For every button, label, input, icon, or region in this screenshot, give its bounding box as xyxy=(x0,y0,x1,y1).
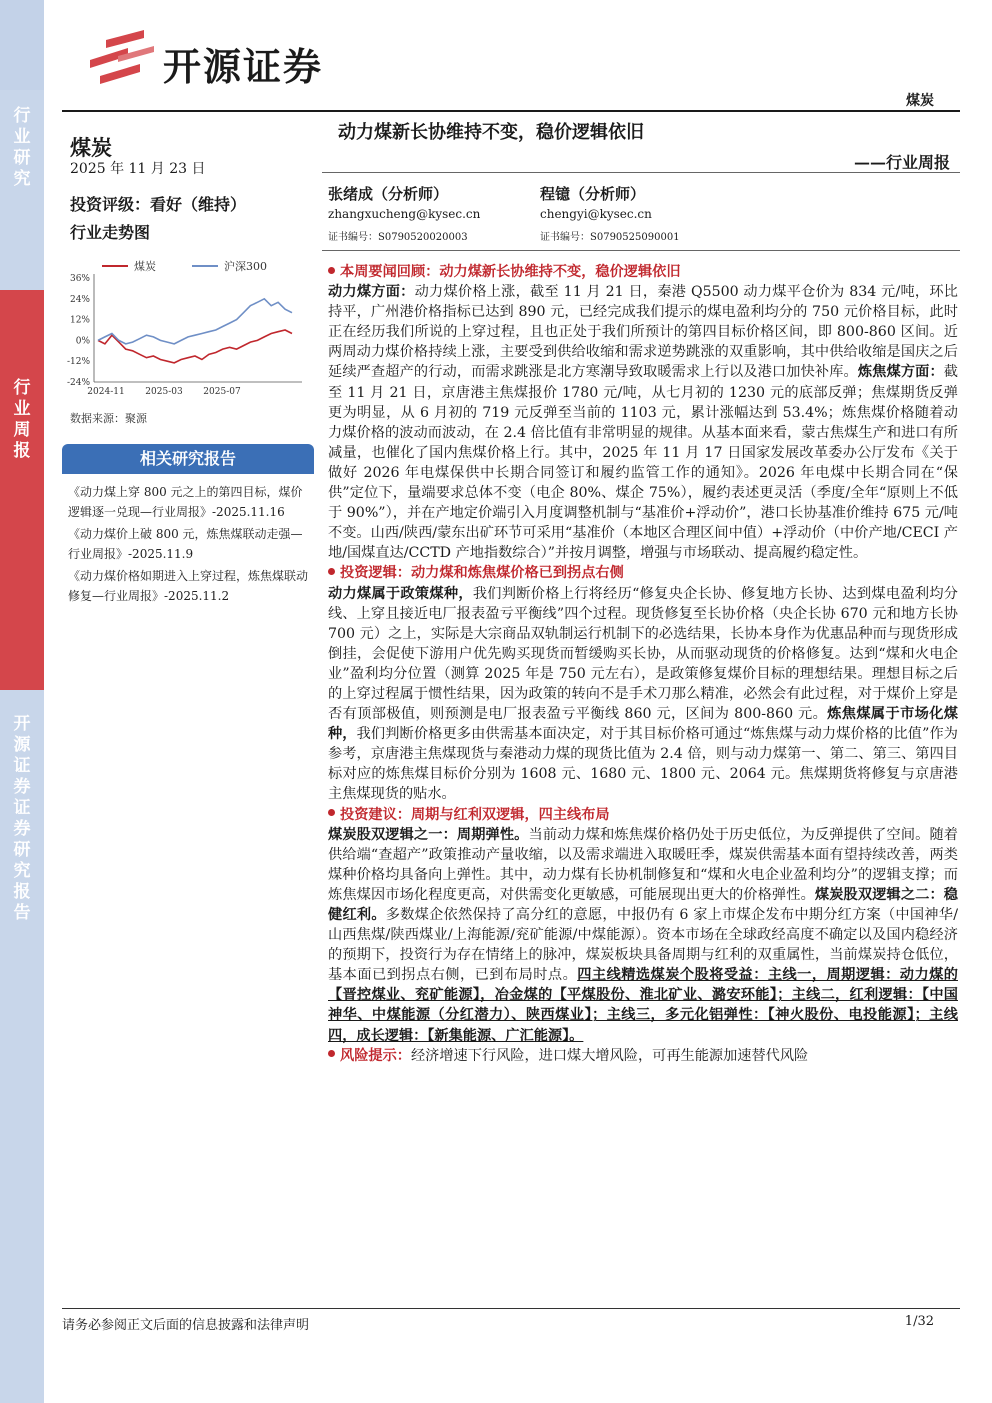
y-tick-label: -24% xyxy=(66,378,90,388)
related-report-item[interactable]: 《动力煤价格如期进入上穿过程，炼焦煤联动修复—行业周报》-2025.11.2 xyxy=(68,569,309,603)
strip-char: 开 xyxy=(13,714,31,734)
trend-chart xyxy=(62,252,312,404)
analyst-email[interactable]: chengyi@kysec.cn xyxy=(540,207,652,221)
strip-char: 究 xyxy=(13,861,31,881)
strip-char: 证 xyxy=(13,798,31,818)
strip-char: 证 xyxy=(13,756,31,776)
strip-char: 报 xyxy=(13,882,31,902)
paragraph-text: 我们判断价格更多由供需基本面决定，对于其目标价格可通过“炼焦煤与动力煤价格的比值”作为参考，京唐港主焦煤现货与秦港动力煤的现货比值为 2.4 倍，则与动力煤第一、第二、第三、第四目标对应的炼焦煤目标价分别为 1608 元、1680 元、1800 元、2064 元。焦煤期货将修复与京唐港主焦煤现货的贴水。 xyxy=(328,726,958,803)
y-tick-label: 24% xyxy=(69,294,90,305)
section-heading: 本周要闻回顾：动力煤新长协维持不变，稳价逻辑依旧 xyxy=(340,264,681,280)
paragraph-text: 动力煤价格上涨，截至 11 月 21 日，秦港 Q5500 动力煤平仓价为 834 元/吨，环比持平，广州港价格指标已达到 890 元，已经完成我们提示的煤电盈利均分的 750 元价格目标，此时正在经历我们所说的上穿过程，且也正处于我们所预计的第四目标价格区间，即 800-860 区间。近两周动力煤价格持续上涨，主要受到供给收缩和需求逆势跳涨的双重影响，其中供给收缩是国庆之后延续严查超产的行动，而需求跳涨是北方寒潮导致取暖需求上行以及港口加快补库。 xyxy=(328,284,958,381)
chart-source: 数据来源：聚源 xyxy=(70,412,147,425)
analyst-2 xyxy=(540,184,680,248)
strip-char: 行 xyxy=(13,106,31,126)
bullet-icon xyxy=(328,1050,335,1057)
report-subtitle: ——行业周报 xyxy=(853,153,950,172)
y-tick-label: -12% xyxy=(66,357,90,368)
section-heading: 投资逻辑：动力煤和炼焦煤价格已到拐点右侧 xyxy=(340,565,624,582)
related-report-item[interactable]: 《动力煤上穿 800 元之上的第四目标，煤价逻辑逐一兑现—行业周报》-2025.11.16 xyxy=(68,485,303,519)
trend-chart-title: 行业走势图 xyxy=(70,223,151,242)
lead-phrase: 炼焦煤属于市场化煤种， xyxy=(328,706,958,743)
lead-phrase: 动力煤属于政策煤种， xyxy=(328,585,473,602)
related-report-item[interactable]: 《动力煤价上破 800 元，炼焦煤联动走强—行业周报》-2025.11.9 xyxy=(68,527,303,561)
x-tick-label: 2024-11 xyxy=(87,387,125,397)
y-tick-label: 12% xyxy=(69,315,90,326)
analyst-email[interactable]: zhangxucheng@kysec.cn xyxy=(328,207,481,221)
strip-char: 券 xyxy=(13,819,31,839)
strip-char: 报 xyxy=(13,441,31,461)
section-1 xyxy=(328,262,958,563)
bullet-icon xyxy=(328,809,335,816)
strip-char: 源 xyxy=(13,735,31,755)
section-2 xyxy=(328,563,958,804)
strip-char: 业 xyxy=(13,399,31,419)
strip-char: 券 xyxy=(13,777,31,797)
section-heading: 风险提示： xyxy=(340,1047,411,1064)
section-heading: 投资建议：周期与红利双逻辑，四主线布局 xyxy=(340,806,610,823)
bullet-icon xyxy=(328,568,335,575)
bullet-icon xyxy=(328,267,335,274)
legend-label: 煤炭 xyxy=(134,260,156,273)
section-4 xyxy=(328,1046,958,1066)
paragraph-text: 我们判断价格上行将经历“修复央企长协、修复地方长协、达到煤电盈利均分线、上穿且接近电厂报表盈亏平衡线”四个过程。现货修复至长协价格（央企长协 670 元和地方长协 700 元）之上，实际是大宗商品双轨制运行机制下的必选结果，长协本身作为优惠品种而与现货形成倒挂，会促使下游用户优先购买现货而暂缓购买长协，从而驱动现货的价格修复。达到“煤和火电企业”盈利均分位置（测算 2025 年是 750 元左右），是政策修复煤价目标的理想结果。理想目标之后的上穿过程属于惯性结果，因为政策的转向不是手术刀那么精准，必然会有此过程，对于煤价上穿是否有顶部极值，则预测是电厂报表盈亏平衡线 860 元，区间为 800-860 元。 xyxy=(328,585,958,723)
paragraph-text: 经济增速下行风险，进口煤大增风险，可再生能源加速替代风险 xyxy=(410,1047,809,1064)
strip-char: 业 xyxy=(13,127,31,147)
strip-industry-research xyxy=(0,90,44,290)
y-tick-label: 0% xyxy=(75,336,90,347)
report-title: 动力煤新长协维持不变，稳价逻辑依旧 xyxy=(338,122,644,143)
section-3 xyxy=(328,805,958,1046)
analyst-name: 程镱（分析师） xyxy=(540,185,646,203)
lead-phrase: 炼焦煤方面： xyxy=(857,364,944,381)
stock-picks: 四主线精选煤炭个股将受益：主线一，周期逻辑：动力煤的【晋控煤业、兖矿能源】，冶金煤的【平煤股份、淮北矿业、潞安环能】；主线二，红利逻辑：【中国神华、中煤能源（分红潜力）、陕西煤业】；主线三，多元化铝弹性：【神火股份、电投能源】；主线四，成长逻辑：【新集能源、广汇能源】。 xyxy=(328,967,958,1044)
strip-char: 研 xyxy=(13,148,31,168)
lead-phrase: 动力煤方面： xyxy=(328,284,415,301)
report-date: 2025 年 11 月 23 日 xyxy=(70,161,206,177)
x-tick-label: 2025-03 xyxy=(145,387,183,397)
related-reports-header: 相关研究报告 xyxy=(62,444,314,474)
related-reports-list xyxy=(68,482,314,608)
strip-char: 告 xyxy=(13,903,31,923)
strip-char: 周 xyxy=(13,420,31,440)
side-strip xyxy=(0,0,44,1403)
y-tick-label: 36% xyxy=(69,274,90,284)
strip-char: 究 xyxy=(13,169,31,189)
analyst-1 xyxy=(328,184,480,248)
paragraph-text: 当前动力煤和炼焦煤价格仍处于历史低位，为反弹提供了空间。随着供给端“查超产”政策推动产量收缩，以及需求端进入取暖旺季，煤炭供需基本面有望持续改善，两类煤种价格均具备向上弹性。其中，动力煤有长协机制修复和“煤和火电企业盈利均分”的逻辑支撑；而炼焦煤因市场化程度更高，对供需变化更敏感，可能展现出更大的价格弹性。 xyxy=(328,826,958,903)
logo-text: 开源证券 xyxy=(163,45,324,89)
analyst-cert: 证书编号：S0790525090001 xyxy=(540,232,680,243)
strip-kysec-report xyxy=(0,690,44,1403)
footer-rule xyxy=(62,1308,960,1309)
paragraph-text: 多数煤企依然保持了高分红的意愿，中报仍有 6 家上市煤企发布中期分红方案（中国神华/山西焦煤/陕西煤业/上海能源/兖矿能源/中煤能源）。资本市场在全球政经高度不确定以及国内稳经济的预期下，投资行为存在情绪上的脉冲，煤炭板块具备周期与红利的双重属性，当前煤炭持仓低位，基本面已到拐点右侧，已到布局时点。 xyxy=(328,907,958,984)
sector-name: 煤炭 xyxy=(70,135,112,160)
lead-phrase: 煤炭股双逻辑之一：周期弹性。 xyxy=(328,826,529,843)
analyst-rule xyxy=(322,250,960,251)
investment-rating: 投资评级：看好（维持） xyxy=(70,195,247,214)
page-number: 1/32 xyxy=(904,1314,934,1329)
title-rule xyxy=(322,172,960,173)
analyst-name: 张绪成（分析师） xyxy=(328,185,449,203)
footer-disclaimer: 请务必参阅正文后面的信息披露和法律声明 xyxy=(62,1318,310,1333)
strip-char: 研 xyxy=(13,840,31,860)
x-tick-label: 2025-07 xyxy=(203,387,241,397)
legend-label: 沪深300 xyxy=(224,260,267,273)
strip-industry-weekly xyxy=(0,290,44,690)
paragraph-text: 截至 11 月 21 日，京唐港主焦煤报价 1780 元/吨，从七月初的 1230 元的底部反弹；焦煤期货反弹更为明显，从 6 月初的 719 元反弹至当前的 1103 元，累计涨幅达到 53.4%；炼焦煤价格随着动力煤价格的波动而波动，在 2.4 倍比值有非常明显的规律。从基本面来看，蒙古焦煤生产和进口有所减量，也催化了国内焦煤价格上行。其中，2025 年 11 月 17 日国家发展改革委办公厅发布《关于做好 2026 年电煤保供中长期合同签订和履约监管工作的通知》。2026 年电煤中长期合同在“保供”定位下，量端要求总体不变（电企 80%、煤企 75%），履约表述更灵活（季度/全年“原则上不低于 90%”），并在产地定价端引入月度调整机制与“基准价+浮动价”，港口长协基准价维持 675 元/吨不变。山西/陕西/蒙东出矿环节可采用“基准价（本地区合理区间中值）+浮动价（中价产地/CECI 产地/国煤直达/CCTD 产地指数综合）”并按月调整，增强与市场联动、提高履约稳定性。 xyxy=(328,364,958,562)
strip-char: 行 xyxy=(13,378,31,398)
analyst-cert: 证书编号：S0790520020003 xyxy=(328,232,468,243)
header-sector-tag: 煤炭 xyxy=(906,93,934,109)
header-rule xyxy=(62,110,960,112)
report-body xyxy=(328,262,958,1066)
lead-phrase: 煤炭股双逻辑之二：稳健红利。 xyxy=(328,886,958,923)
